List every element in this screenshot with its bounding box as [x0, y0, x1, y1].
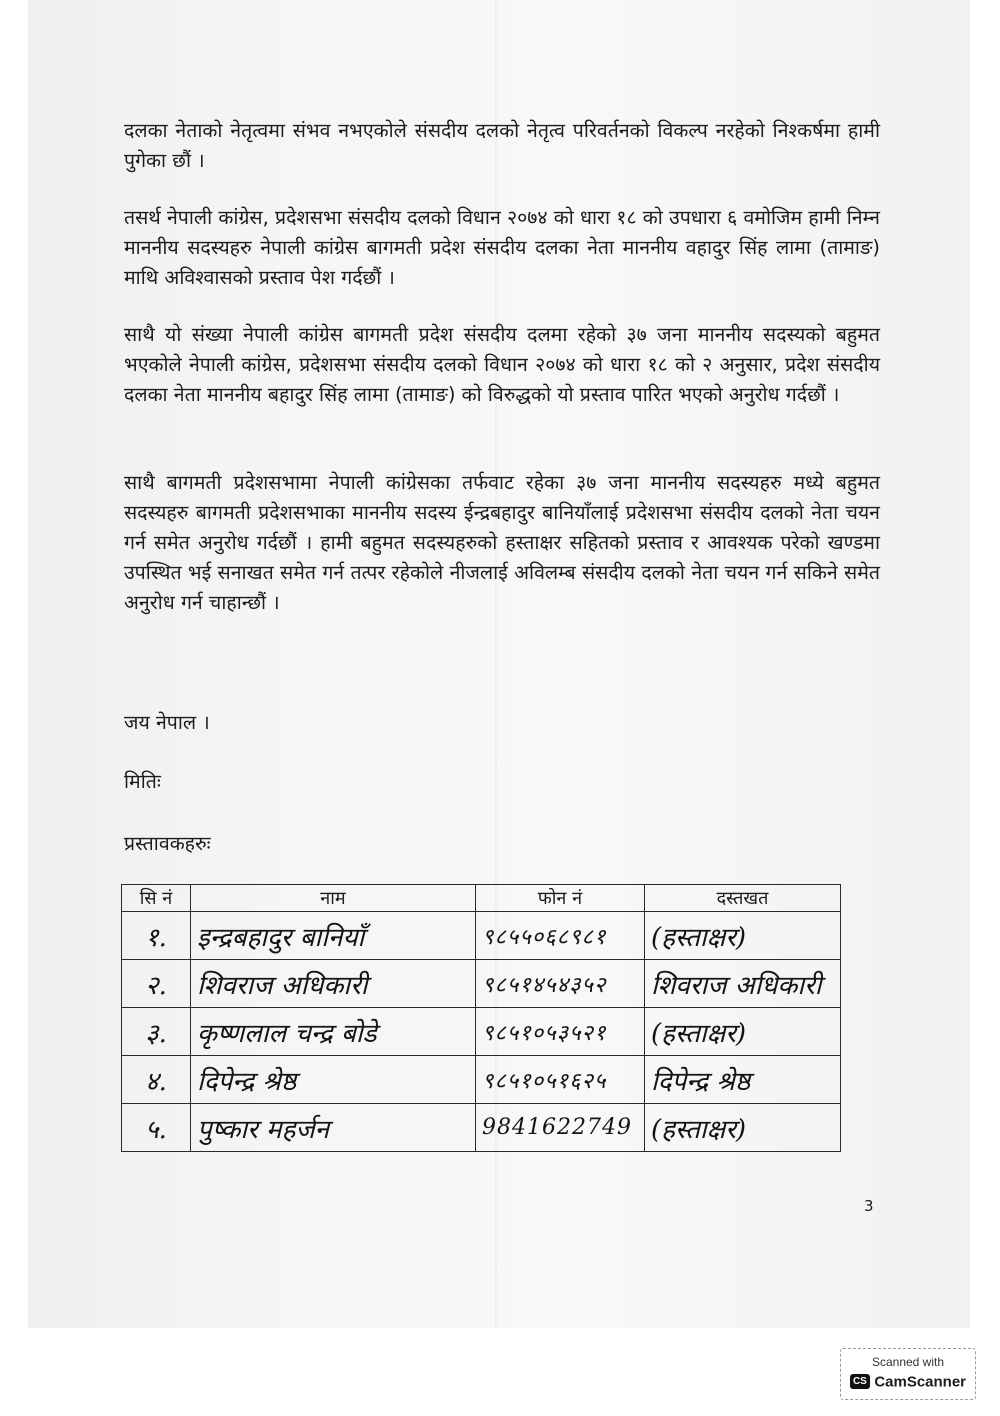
signatory-name: इन्द्रबहादुर बानियाँ [191, 912, 476, 960]
signatory-name: कृष्णलाल चन्द्र बोडे [191, 1008, 476, 1056]
signatory-name: दिपेन्द्र श्रेष्ठ [191, 1056, 476, 1104]
serial-number: ३. [122, 1008, 191, 1056]
paragraph-conclusion: दलका नेताको नेतृत्वमा संभव नभएकोले संसदीय दलको नेतृत्व परिवर्तनको विकल्प नरहेको निश्कर्षमा हामी पुगेका छौं । [124, 119, 880, 172]
serial-number: १. [122, 912, 191, 960]
signatory-phone: ९८५१०५१६२५ [476, 1056, 645, 1104]
camscanner-badge [840, 1348, 976, 1400]
signatory-name: शिवराज अधिकारी [191, 960, 476, 1008]
table-row [122, 1104, 841, 1152]
badge-caption: Scanned with [871, 1355, 945, 1369]
paragraph-no-confidence-motion: तसर्थ नेपाली कांग्रेस, प्रदेशसभा संसदीय दलको विधान २०७४ को धारा १८ को उपधारा ६ वमोजिम हामी निम्न माननीय सदस्यहरु नेपाली कांग्रेस बागमती प्रदेश संसदीय दलका नेता माननीय वहादुर सिंह लामा (तामाङ) माथि अविश्वासको प्रस्ताव पेश गर्दछौं । [124, 206, 880, 289]
paragraph-new-leader-request: साथै बागमती प्रदेशसभामा नेपाली कांग्रेसका तर्फवाट रहेका ३७ जना माननीय सदस्यहरु मध्ये बहुमत सदस्यहरु बागमती प्रदेशसभाका माननीय सदस्य ईन्द्रबहादुर बानियाँलाई प्रदेशसभा संसदीय दलको नेता चयन गर्न समेत अनुरोध गर्दछौं । हामी बहुमत सदस्यहरुको हस्ताक्षर सहितको प्रस्ताव र आवश्यक परेको खण्डमा उपस्थित भई सनाखत समेत गर्न तत्पर रहेकोले नीजलाई अविलम्ब संसदीय दलको नेता चयन गर्न सकिने समेत अनुरोध गर्न चाहान्छौं । [124, 471, 880, 614]
header-phone: फोन नं [476, 885, 645, 912]
table-row [122, 912, 841, 960]
header-serial: सि नं [122, 885, 191, 912]
table-row [122, 960, 841, 1008]
closing-salutation: जय नेपाल । [124, 711, 210, 734]
signatory-signature: शिवराज अधिकारी [645, 960, 841, 1008]
paragraph-majority-request: साथै यो संख्या नेपाली कांग्रेस बागमती प्रदेश संसदीय दलमा रहेको ३७ जना माननीय सदस्यको बहुमत भएकोले नेपाली कांग्रेस, प्रदेशसभा संसदीय दलको विधान २०७४ को धारा १८ को २ अनुसार, प्रदेश संसदीय दलका नेता माननीय बहादुर सिंह लामा (तामाङ) को विरुद्धको यो प्रस्ताव पारित भएको अनुरोध गर्दछौं । [124, 323, 880, 406]
signatory-phone: ९८५१०५३५२१ [476, 1008, 645, 1056]
table-header-row [122, 885, 841, 912]
header-signature: दस्तखत [645, 885, 841, 912]
signatory-signature: दिपेन्द्र श्रेष्ठ [645, 1056, 841, 1104]
signatory-signature: (हस्ताक्षर) [645, 1104, 841, 1152]
signatory-phone: ९८५१४५४३५२ [476, 960, 645, 1008]
proposers-label: प्रस्तावकहरुः [124, 832, 211, 855]
signatory-signature: (हस्ताक्षर) [645, 912, 841, 960]
badge-brand-name: CamScanner [874, 1373, 967, 1391]
serial-number: २. [122, 960, 191, 1008]
camscanner-logo-icon: CS [850, 1374, 870, 1389]
signatory-phone: ९८५५०६८९८१ [476, 912, 645, 960]
signatories-table [121, 884, 841, 1152]
badge-brand-row [841, 1373, 975, 1391]
signatory-phone: 9841622749 [476, 1104, 645, 1152]
page-number: 3 [864, 1197, 874, 1215]
serial-number: ५. [122, 1104, 191, 1152]
signatory-name: पुष्कार महर्जन [191, 1104, 476, 1152]
table-row [122, 1056, 841, 1104]
signatory-signature: (हस्ताक्षर) [645, 1008, 841, 1056]
header-name: नाम [191, 885, 476, 912]
serial-number: ४. [122, 1056, 191, 1104]
table-row [122, 1008, 841, 1056]
date-label: मितिः [124, 770, 161, 793]
